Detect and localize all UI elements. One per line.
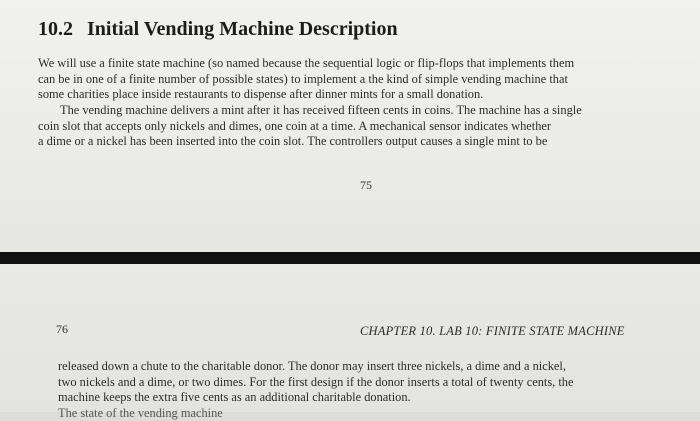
text-line: machine keeps the extra five cents as an additional charitable donation. bbox=[58, 390, 411, 405]
text-line: two nickels and a dime, or two dimes. For the first design if the donor inserts a total of twenty cents, the bbox=[58, 374, 574, 389]
running-header: CHAPTER 10. LAB 10: FINITE STATE MACHINE bbox=[360, 324, 625, 338]
page-divider bbox=[0, 252, 700, 264]
text-line: some charities place inside restaurants to dispense after dinner mints for a small donation. bbox=[38, 87, 484, 102]
section-title: Initial Vending Machine Description bbox=[87, 18, 398, 40]
text-line: released down a chute to the charitable donor. The donor may insert three nickels, a dime and a nickel, bbox=[58, 359, 566, 373]
paragraph-intro bbox=[38, 56, 574, 103]
page-number: 75 bbox=[360, 178, 372, 192]
text-line: a dime or a nickel has been inserted into the coin slot. The controllers output causes a single mint to be bbox=[38, 134, 548, 149]
section-heading bbox=[38, 18, 398, 41]
page-76 bbox=[0, 264, 700, 420]
cut-off-text-line: The state of the vending machine bbox=[58, 406, 223, 420]
page-number: 76 bbox=[56, 322, 68, 336]
paragraph-continuation bbox=[58, 359, 573, 406]
text-line: can be in one of a finite number of possible states) to implement a the kind of simple vending machine that bbox=[38, 71, 568, 86]
paragraph-description bbox=[38, 103, 582, 150]
text-line: We will use a finite state machine (so named because the sequential logic or flip-flops that implements them bbox=[38, 56, 575, 70]
text-line: The vending machine delivers a mint after it has received fifteen cents in coins. The machine has a single bbox=[60, 103, 582, 117]
section-number: 10.2 bbox=[38, 18, 73, 40]
text-line: coin slot that accepts only nickels and dimes, one coin at a time. A mechanical sensor indicates whether bbox=[38, 118, 552, 133]
